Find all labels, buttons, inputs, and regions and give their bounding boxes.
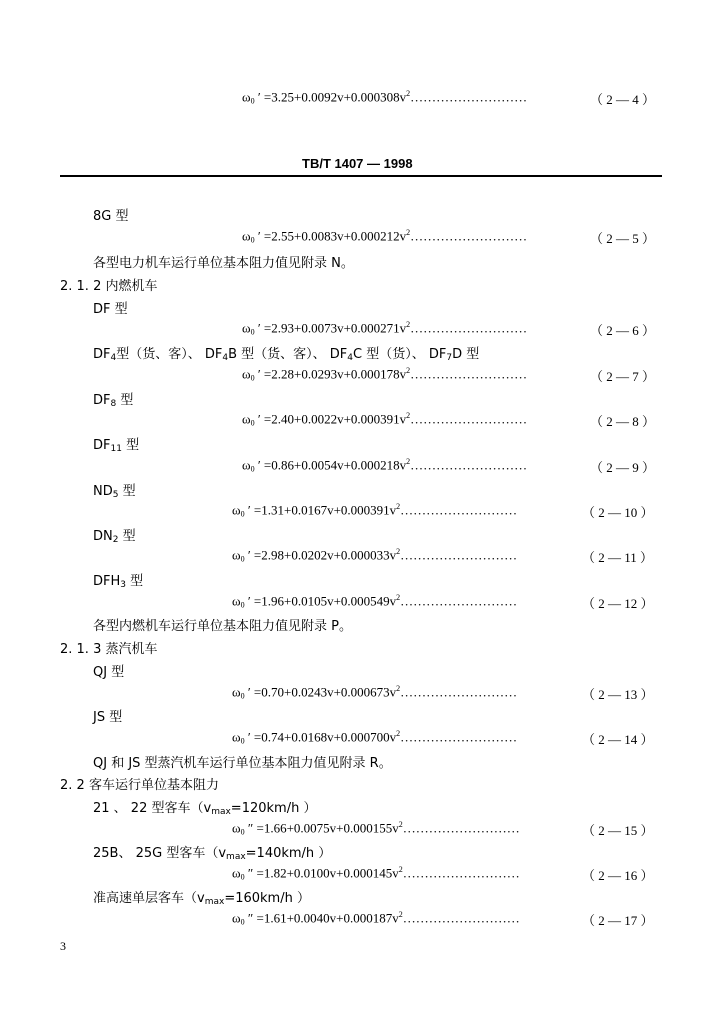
formula-2-16: $\omega_0$ ″ $=1.82+0.0100v+0.000145v^2\dots\dots\dots\dots\dots\dots\dots\dots\dots$ (232, 865, 520, 882)
model-label: 21 、 22 型客车（$v_{max}=120km/h$ ） (93, 801, 317, 817)
formula-2-17: $\omega_0$ ″ $=1.61+0.0040v+0.000187v^2\dots\dots\dots\dots\dots\dots\dots\dots\dots$ (232, 910, 520, 927)
eq-number: （ 2 — 5 ） (590, 231, 656, 246)
model-label: DF 型 (93, 302, 128, 317)
formula-2-5: $\omega_0$ ′ $=2.55+0.0083v+0.000212v^2\dots\dots\dots\dots\dots\dots\dots\dots\dots$ (242, 228, 528, 245)
model-label: $DN_2$ 型 (93, 529, 136, 545)
formula-2-11: $\omega_0$ ′ $=2.98+0.0202v+0.000033v^2\dots\dots\dots\dots\dots\dots\dots\dots\dots$ (232, 547, 518, 564)
document-header: TB/T 1407 — 1998 (302, 156, 413, 171)
eq-number: （ 2 — 6 ） (590, 323, 656, 338)
eq-number: （ 2 — 4 ） (590, 92, 656, 107)
formula-2-9: $\omega_0$ ′ $=0.86+0.0054v+0.000218v^2\dots\dots\dots\dots\dots\dots\dots\dots\dots$ (242, 457, 528, 474)
header-rule (60, 175, 662, 177)
formula-2-6: $\omega_0$ ′ $=2.93+0.0073v+0.000271v^2\dots\dots\dots\dots\dots\dots\dots\dots\dots$ (242, 320, 528, 337)
eq-number: （ 2 — 7 ） (590, 369, 656, 384)
page-number: 3 (60, 939, 66, 953)
formula-2-8: $\omega_0$ ′ $=2.40+0.0022v+0.000391v^2\dots\dots\dots\dots\dots\dots\dots\dots\dots$ (242, 411, 528, 428)
eq-number: （ 2 — 12 ） (582, 596, 654, 611)
model-label: $DF_4$型（货、客）、 $DF_4B$ 型（货、客）、 $DF_4C$ 型（货）、 $DF_7D$ 型 (93, 347, 480, 363)
section-2-2: 2. 2 客车运行单位基本阻力 (60, 778, 219, 793)
model-label: $DF_{11}$ 型 (93, 438, 140, 454)
note-diesel: 各型内燃机车运行单位基本阻力值见附录 P。 (93, 619, 352, 634)
formula-2-12: $\omega_0$ ′ $=1.96+0.0105v+0.000549v^2\dots\dots\dots\dots\dots\dots\dots\dots\dots$ (232, 593, 518, 610)
eq-number: （ 2 — 8 ） (590, 414, 656, 429)
formula-2-10: $\omega_0$ ′ $=1.31+0.0167v+0.000391v^2\dots\dots\dots\dots\dots\dots\dots\dots\dots$ (232, 502, 518, 519)
formula-2-15: $\omega_0$ ″ $=1.66+0.0075v+0.000155v^2\dots\dots\dots\dots\dots\dots\dots\dots\dots$ (232, 820, 520, 837)
eq-number: （ 2 — 15 ） (582, 823, 654, 838)
section-2-1-3: 2. 1. 3 蒸汽机车 (60, 642, 158, 657)
model-label: JS 型 (93, 710, 123, 725)
eq-number: （ 2 — 14 ） (582, 732, 654, 747)
model-label: 准高速单层客车（$v_{max}=160km/h$ ） (93, 891, 310, 907)
formula-2-4: $\omega_0$ ′ $=3.25+0.0092v+0.000308v^2\dots\dots\dots\dots\dots\dots\dots\dots\dots$ (242, 89, 528, 106)
model-label: $DFH_3$ 型 (93, 574, 144, 590)
formula-2-13: $\omega_0$ ′ $=0.70+0.0243v+0.000673v^2\dots\dots\dots\dots\dots\dots\dots\dots\dots$ (232, 684, 518, 701)
section-2-1-2: 2. 1. 2 内燃机车 (60, 279, 158, 294)
note-steam: QJ 和 JS 型蒸汽机车运行单位基本阻力值见附录 R。 (93, 756, 392, 771)
formula-2-14: $\omega_0$ ′ $=0.74+0.0168v+0.000700v^2\dots\dots\dots\dots\dots\dots\dots\dots\dots$ (232, 729, 518, 746)
eq-number: （ 2 — 17 ） (582, 913, 654, 928)
model-label: $ND_5$ 型 (93, 484, 136, 500)
note-electric: 各型电力机车运行单位基本阻力值见附录 N。 (93, 256, 354, 271)
eq-number: （ 2 — 16 ） (582, 868, 654, 883)
formula-2-7: $\omega_0$ ′ $=2.28+0.0293v+0.000178v^2\dots\dots\dots\dots\dots\dots\dots\dots\dots$ (242, 366, 528, 383)
model-label: QJ 型 (93, 665, 125, 680)
eq-number: （ 2 — 9 ） (590, 460, 656, 475)
eq-number: （ 2 — 11 ） (582, 550, 654, 565)
model-label: 25B、 25G 型客车（$v_{max}=140km/h$ ） (93, 846, 332, 862)
model-label: $DF_8$ 型 (93, 393, 134, 409)
model-label: 8G 型 (93, 209, 129, 224)
eq-number: （ 2 — 10 ） (582, 505, 654, 520)
eq-number: （ 2 — 13 ） (582, 687, 654, 702)
